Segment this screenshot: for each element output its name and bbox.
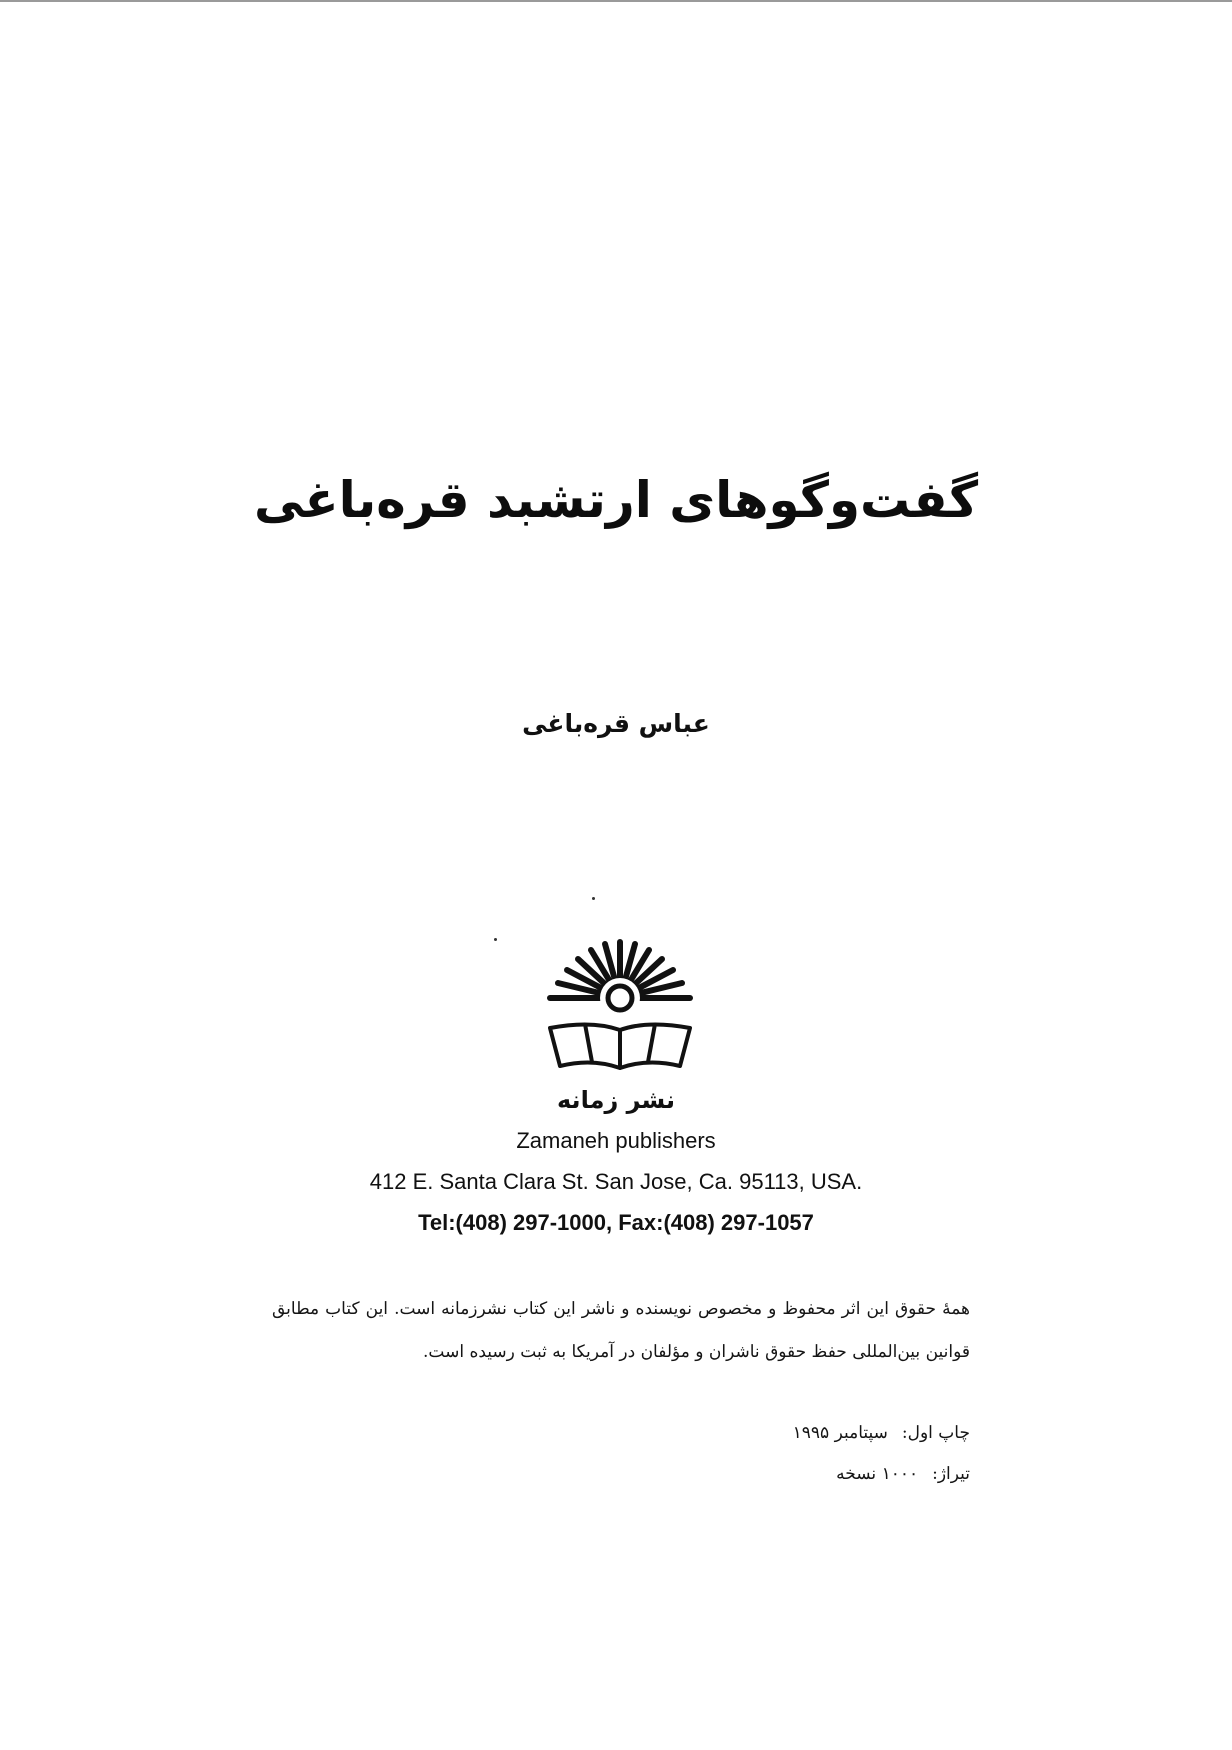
publisher-phone-fax: Tel:(408) 297-1000, Fax:(408) 297-1057 — [418, 1210, 814, 1235]
book-title: گفت‌وگوهای ارتشبد قره‌باغی — [253, 471, 979, 529]
scan-speck — [592, 897, 595, 900]
edition-line — [793, 1418, 970, 1448]
print-run-label: تیراژ: — [932, 1464, 970, 1484]
edition-value: سپتامبر ۱۹۹۵ — [792, 1423, 888, 1443]
page-top-border — [0, 0, 1232, 2]
copyright-notice: همهٔ حقوق این اثر محفوظ و مخصوص نویسنده و ناشر این کتاب نشرزمانه است. این کتاب مطابق قوانین بین‌المللی حفظ حقوق ناشران و مؤلفان در آمریکا به ثبت رسیده است. — [272, 1299, 970, 1362]
scan-speck — [494, 938, 497, 941]
author-name: عباس قره‌باغی — [522, 709, 710, 738]
edition-label: چاپ اول: — [901, 1423, 970, 1443]
publisher-name: Zamaneh publishers — [516, 1128, 716, 1153]
publisher-logo-label: نشر زمانه — [557, 1086, 675, 1114]
print-run-value: ۱۰۰۰ نسخه — [836, 1464, 919, 1484]
book-sunburst-logo-icon — [540, 938, 700, 1078]
print-run-line — [836, 1459, 970, 1489]
publisher-address: 412 E. Santa Clara St. San Jose, Ca. 95113, USA. — [369, 1169, 863, 1194]
